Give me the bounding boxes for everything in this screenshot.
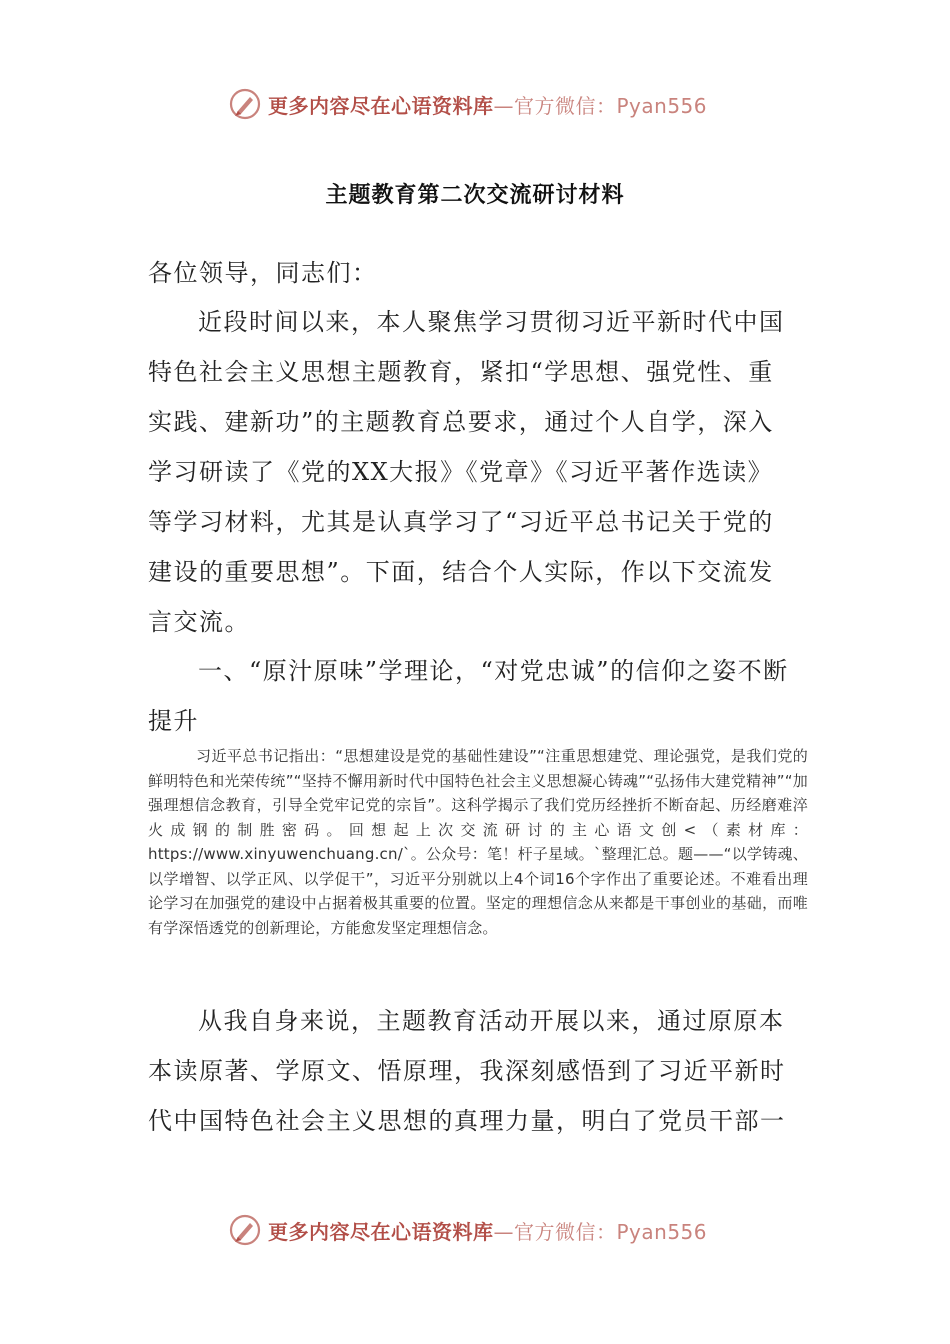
pen-logo-icon	[228, 87, 262, 121]
pen-logo-icon	[228, 1213, 262, 1247]
document-title: 主题教育第二次交流研讨材料	[325, 183, 625, 208]
section-heading-1: 一、“原汁原味”学理论，“对党忠诚”的信仰之姿不断提升	[148, 657, 789, 735]
header-watermark	[228, 84, 748, 124]
paragraph-quote: 习近平总书记指出：“思想建设是党的基础性建设”“注重思想建党、理论强党，是我们党的鲜明特色和光荣传统”“坚持不懈用新时代中国特色社会主义思想凝心铸魂”“弘扬伟大建党精神”“加强理想信念教育，引导全党牢记党的宗旨”。这科学揭示了我们党历经挫折不断奋起、历经磨难淬火成钢的制胜密码。回想起上次交流研讨的主心语文创<（素材库：https://www.xinyuwenchuang.cn/`。公众号：笔！杆子星域。`整理汇总。题——“以学铸魂、以学增智、以学正风、以学促干”，习近平分别就以上4个词16个字作出了重要论述。不难看出理论学习在加强党的建设中占据着极其重要的位置。坚定的理想信念从来都是干事创业的基础，而唯有学深悟透党的创新理论，方能愈发坚定理想信念。	[148, 747, 808, 937]
footer-watermark	[228, 1210, 748, 1250]
paragraph-intro: 近段时间以来，本人聚焦学习贯彻习近平新时代中国特色社会主义思想主题教育，紧扣“学思想、强党性、重实践、建新功”的主题教育总要求，通过个人自学，深入学习研读了《党的XX大报》《党章》《习近平著作选读》等学习材料，尤其是认真学习了“习近平总书记关于党的建设的重要思想”。下面，结合个人实际，作以下交流发言交流。	[148, 308, 785, 636]
paragraph-reflection: 从我自身来说，主题教育活动开展以来，通过原原本本读原著、学原文、悟原理，我深刻感悟到了习近平新时代中国特色社会主义思想的真理力量，明白了党员干部一	[148, 1007, 786, 1135]
watermark-text: 更多内容尽在心语资料库—官方微信：Pyan556	[268, 93, 708, 118]
salutation: 各位领导，同志们：	[148, 259, 378, 287]
watermark-text: 更多内容尽在心语资料库—官方微信：Pyan556	[268, 1219, 708, 1244]
